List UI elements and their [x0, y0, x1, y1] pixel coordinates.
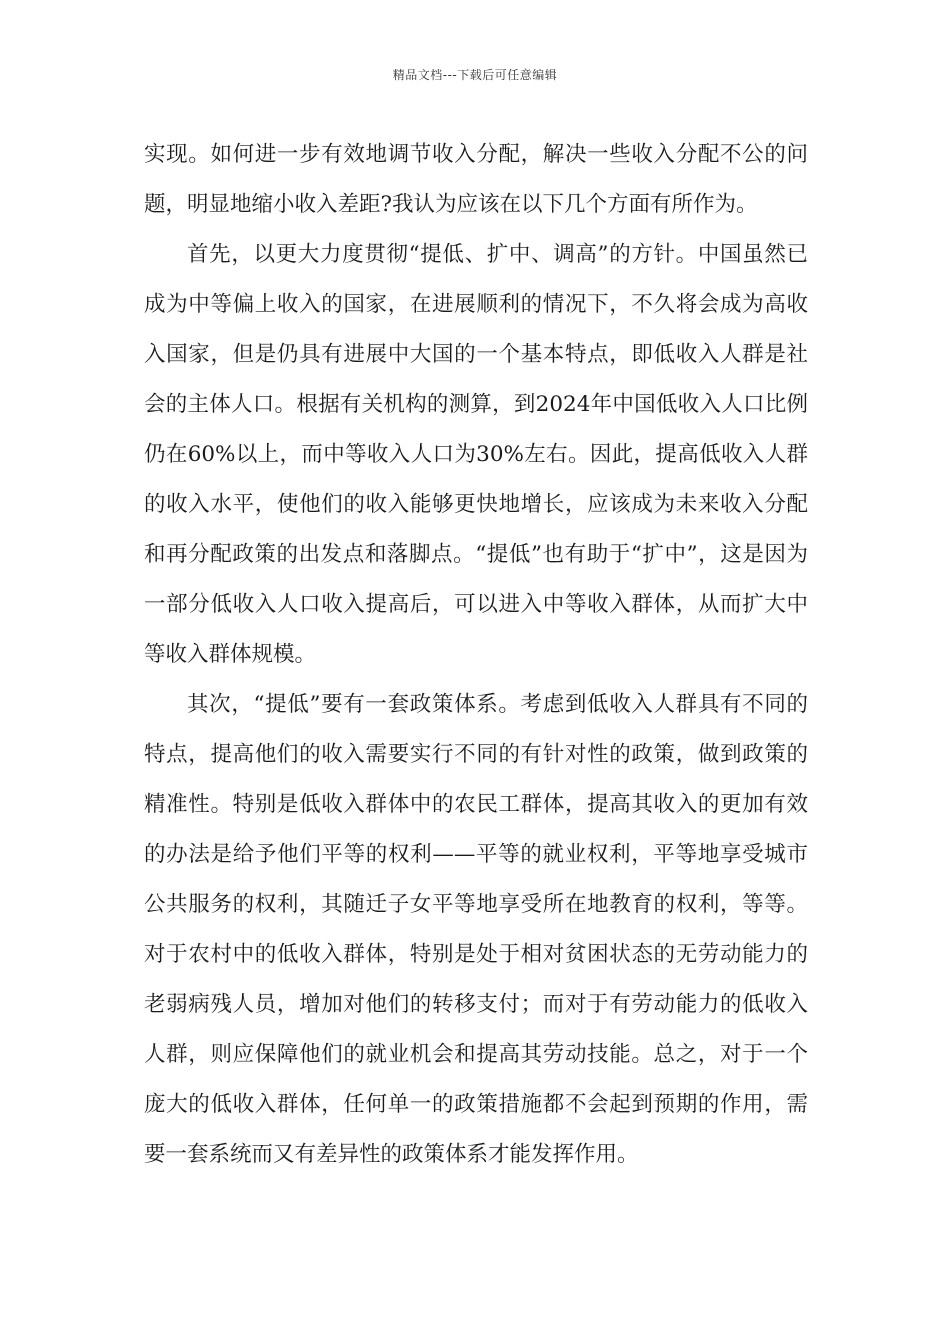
document-body	[144, 130, 808, 1180]
paragraph-second-point: 其次，“提低”要有一套政策体系。考虑到低收入人群具有不同的特点，提高他们的收入需要实行不同的有针对性的政策，做到政策的精准性。特别是低收入群体中的农民工群体，提高其收入的更加有效的办法是给予他们平等的权利——平等的就业权利，平等地享受城市公共服务的权利，其随迁子女平等地享受所在地教育的权利，等等。对于农村中的低收入群体，特别是处于相对贫困状态的无劳动能力的老弱病残人员，增加对他们的转移支付；而对于有劳动能力的低收入人群，则应保障他们的就业机会和提高其劳动技能。总之，对于一个庞大的低收入群体，任何单一的政策措施都不会起到预期的作用，需要一套系统而又有差异性的政策体系才能发挥作用。	[144, 692, 808, 1167]
page-header: 精品文档---下载后可任意编辑	[392, 68, 558, 82]
paragraph-continuation: 实现。如何进一步有效地调节收入分配，解决一些收入分配不公的问题，明显地缩小收入差距?我认为应该在以下几个方面有所作为。	[144, 142, 808, 217]
paragraph-first-point: 首先，以更大力度贯彻“提低、扩中、调高”的方针。中国虽然已成为中等偏上收入的国家，在进展顺利的情况下，不久将会成为高收入国家，但是仍具有进展中大国的一个基本特点，即低收入人群是社会的主体人口。根据有关机构的测算，到2024年中国低收入人口比例仍在60%以上，而中等收入人口为30%左右。因此，提高低收入人群的收入水平，使他们的收入能够更快地增长，应该成为未来收入分配和再分配政策的出发点和落脚点。“提低”也有助于“扩中”，这是因为一部分低收入人口收入提高后，可以进入中等收入群体，从而扩大中等收入群体规模。	[144, 242, 808, 667]
